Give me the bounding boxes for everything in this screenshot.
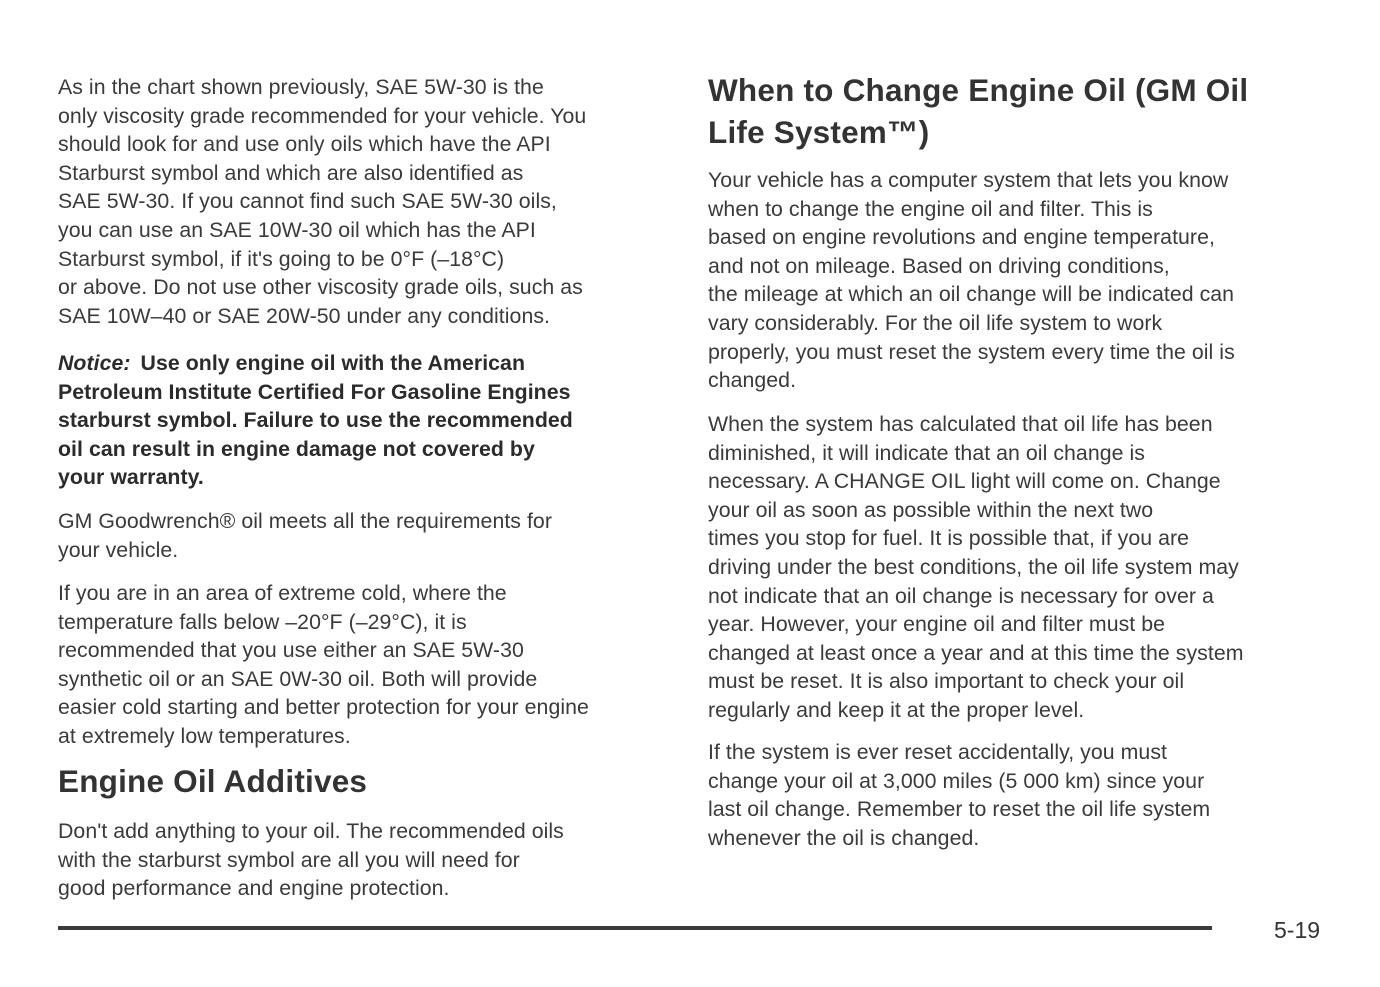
text-line: changed at least once a year and at this time the system	[708, 640, 1244, 665]
footer-rule	[58, 926, 1212, 930]
text-line: good performance and engine protection.	[58, 876, 450, 901]
oil-life-system-paragraph	[708, 166, 1235, 395]
text-line: change your oil at 3,000 miles (5 000 km) since your	[708, 768, 1205, 793]
text-line: year. However, your engine oil and filter must be	[708, 612, 1166, 637]
text-line: not indicate that an oil change is necessary for over a	[708, 583, 1214, 608]
text-line: your vehicle.	[58, 537, 179, 562]
text-line: Your vehicle has a computer system that lets you know	[708, 168, 1229, 192]
text-line: If you are in an area of extreme cold, where the	[58, 581, 507, 605]
text-line: If the system is ever reset accidentally, you must	[708, 740, 1167, 764]
text-line: should look for and use only oils which have the API	[58, 132, 551, 157]
text-line: necessary. A CHANGE OIL light will come on. Change	[708, 469, 1221, 494]
text-line: recommended that you use either an SAE 5W-30	[58, 638, 524, 663]
text-line: your warranty.	[58, 465, 204, 490]
notice-paragraph	[58, 349, 573, 492]
text-line: regularly and keep it at the proper level.	[708, 697, 1085, 722]
text-line: diminished, it will indicate that an oil change is	[708, 440, 1145, 465]
extreme-cold-paragraph	[58, 579, 589, 751]
text-line: As in the chart shown previously, SAE 5W-30 is the	[58, 75, 544, 99]
additives-paragraph	[58, 817, 564, 903]
text-line: properly, you must reset the system every time the oil is	[708, 339, 1235, 364]
text-line	[58, 349, 573, 378]
viscosity-paragraph	[58, 73, 586, 330]
text-line: Petroleum Institute Certified For Gasoline Engines	[58, 379, 571, 404]
heading-line: When to Change Engine Oil (GM Oil	[708, 72, 1249, 108]
text-line: only viscosity grade recommended for your vehicle. You	[58, 103, 587, 128]
change-oil-light-paragraph	[708, 410, 1244, 725]
text-line: SAE 5W-30. If you cannot find such SAE 5W-30 oils,	[58, 189, 557, 214]
page-number: 5-19	[1274, 917, 1321, 943]
text-line: when to change the engine oil and filter. This is	[708, 196, 1153, 221]
text-line: changed.	[708, 368, 797, 393]
text-line: your oil as soon as possible within the next two	[708, 497, 1154, 522]
notice-label: Notice:	[58, 351, 131, 375]
text-line: last oil change. Remember to reset the oil life system	[708, 797, 1211, 822]
text-line: at extremely low temperatures.	[58, 723, 351, 748]
goodwrench-paragraph	[58, 507, 552, 564]
text-line: times you stop for fuel. It is possible that, if you are	[708, 526, 1190, 551]
text-line: must be reset. It is also important to check your oil	[708, 669, 1185, 694]
text-line: temperature falls below –20°F (–29°C), it is	[58, 609, 467, 634]
reset-accidentally-paragraph	[708, 738, 1210, 852]
text-line: or above. Do not use other viscosity grade oils, such as	[58, 275, 583, 300]
text-line: easier cold starting and better protection for your engine	[58, 695, 589, 720]
notice-text: Use only engine oil with the American	[140, 351, 526, 375]
text-line: with the starburst symbol are all you will need for	[58, 847, 520, 872]
text-line: whenever the oil is changed.	[708, 825, 980, 850]
text-line: Starburst symbol and which are also identified as	[58, 160, 524, 185]
text-line: the mileage at which an oil change will be indicated can	[708, 282, 1235, 307]
text-line: synthetic oil or an SAE 0W-30 oil. Both will provide	[58, 666, 538, 691]
text-line: based on engine revolutions and engine temperature,	[708, 225, 1215, 250]
oil-change-heading	[708, 69, 1248, 153]
heading-line: Life System™)	[708, 114, 930, 150]
text-line: Starburst symbol, if it's going to be 0°F (–18°C)	[58, 246, 505, 271]
text-line: driving under the best conditions, the oil life system may	[708, 554, 1239, 579]
text-line: oil can result in engine damage not covered by	[58, 436, 535, 461]
text-line: Don't add anything to your oil. The recommended oils	[58, 819, 564, 843]
text-line: vary considerably. For the oil life system to work	[708, 310, 1163, 335]
text-line: When the system has calculated that oil life has been	[708, 412, 1213, 436]
text-line: and not on mileage. Based on driving conditions,	[708, 253, 1170, 278]
text-line: SAE 10W–40 or SAE 20W-50 under any conditions.	[58, 303, 551, 328]
text-line: GM Goodwrench® oil meets all the requirements for	[58, 509, 552, 533]
heading-line: Engine Oil Additives	[58, 763, 368, 799]
text-line: starburst symbol. Failure to use the recommended	[58, 408, 573, 433]
text-line: you can use an SAE 10W-30 oil which has the API	[58, 217, 536, 242]
additives-heading	[58, 760, 367, 802]
